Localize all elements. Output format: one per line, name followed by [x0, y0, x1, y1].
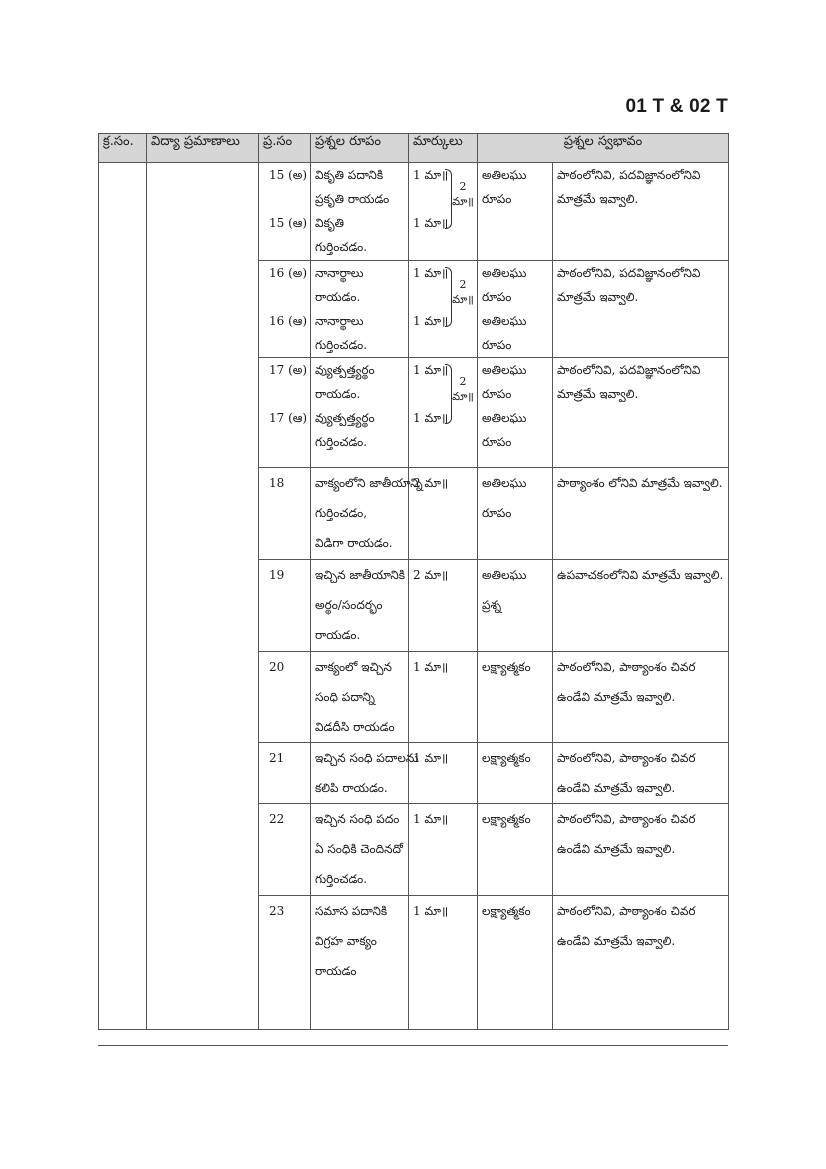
- brace-total: 2 మా॥: [452, 278, 474, 306]
- header-standards: విద్యా ప్రమాణాలు: [147, 134, 259, 163]
- blueprint-table: [98, 133, 729, 1030]
- qno-cell: 22: [259, 804, 311, 896]
- type-cell: లక్ష్యాత్మకం: [478, 804, 553, 896]
- marks-cell: 2 మా॥: [409, 560, 478, 652]
- header-sno: క్ర.సం.: [99, 134, 147, 163]
- form-cell: సమాస పదానికి విగ్రహ వాక్యం రాయడం: [311, 896, 409, 1030]
- nature-cell: పాఠంలోనివి, పాఠ్యాంశం చివర ఉండేవి మాత్రమే ఇవ్వాలి.: [553, 743, 729, 804]
- qno-cell: 20: [259, 652, 311, 743]
- brace-total: 2 మా॥: [452, 375, 474, 403]
- nature-cell: పాఠంలోనివి, పాఠ్యాంశం చివర ఉండేవి మాత్రమే ఇవ్వాలి.: [553, 652, 729, 743]
- qno-cell: 16 (అ) 16 (ఆ): [259, 261, 311, 358]
- marks-cell: 1 మా॥: [409, 896, 478, 1030]
- type-cell: అతిలఘు ప్రశ్న: [478, 560, 553, 652]
- header-row: [99, 134, 729, 163]
- brace-mark: [445, 267, 452, 327]
- type-cell: లక్ష్యాత్మకం: [478, 896, 553, 1030]
- type-cell: అతిలఘు రూపం అతిలఘు రూపం: [478, 261, 553, 358]
- marks-cell: 2 మా॥: [409, 468, 478, 560]
- nature-cell: పాఠంలోనివి, పదవిజ్ఞానంలోనివి మాత్రమే ఇవ్వాలి.: [553, 261, 729, 358]
- form-cell: వ్యుత్పత్త్యర్థం రాయడం. వ్యుత్పత్త్యర్థం గుర్తించడం.: [311, 358, 409, 468]
- marks-cell: 1 మా॥: [409, 652, 478, 743]
- footer-rule: [98, 1045, 728, 1046]
- table-row: [99, 163, 729, 261]
- qno-cell: 19: [259, 560, 311, 652]
- sno-cell: [99, 163, 147, 1030]
- form-cell: వికృతి పదానికి ప్రకృతి రాయడం వికృతి గుర్తించడం.: [311, 163, 409, 261]
- nature-cell: పాఠంలోనివి, పాఠ్యాంశం చివర ఉండేవి మాత్రమే ఇవ్వాలి.: [553, 896, 729, 1030]
- form-cell: వాక్యంలో ఇచ్చిన సంధి పదాన్ని విడదీసి రాయడం: [311, 652, 409, 743]
- nature-cell: ఉపవాచకంలోనివి మాత్రమే ఇవ్వాలి.: [553, 560, 729, 652]
- marks-cell: 1 మా॥ 1 మా॥ 2 మా॥: [409, 358, 478, 468]
- type-cell: లక్ష్యాత్మకం: [478, 743, 553, 804]
- nature-cell: పాఠంలోనివి, పాఠ్యాంశం చివర ఉండేవి మాత్రమే ఇవ్వాలి.: [553, 804, 729, 896]
- type-cell: అతిలఘు రూపం అతిలఘు రూపం: [478, 358, 553, 468]
- marks-cell: 1 మా॥: [409, 804, 478, 896]
- form-cell: ఇచ్చిన జాతీయానికి అర్థం/సందర్భం రాయడం.: [311, 560, 409, 652]
- header-qno: ప్ర.సం: [259, 134, 311, 163]
- standards-cell: [147, 163, 259, 1030]
- marks-cell: 1 మా॥ 1 మా॥ 2 మా॥: [409, 163, 478, 261]
- qno-cell: 15 (అ) 15 (ఆ): [259, 163, 311, 261]
- nature-cell: పాఠంలోనివి, పదవిజ్ఞానంలోనివి మాత్రమే ఇవ్వాలి.: [553, 163, 729, 261]
- page-code: 01 T & 02 T: [625, 96, 728, 117]
- form-cell: ఇచ్చిన సంధి పదం ఏ సంధికి చెందినదో గుర్తించడం.: [311, 804, 409, 896]
- header-nature: ప్రశ్నల స్వభావం: [478, 134, 729, 163]
- type-cell: అతిలఘు రూపం: [478, 163, 553, 261]
- header-marks: మార్కులు: [409, 134, 478, 163]
- nature-cell: పాఠ్యాంశం లోనివి మాత్రమే ఇవ్వాలి.: [553, 468, 729, 560]
- brace-mark: [445, 364, 452, 424]
- brace-mark: [445, 169, 452, 229]
- nature-cell: పాఠంలోనివి, పదవిజ్ఞానంలోనివి మాత్రమే ఇవ్వాలి.: [553, 358, 729, 468]
- qno-cell: 18: [259, 468, 311, 560]
- qno-cell: 23: [259, 896, 311, 1030]
- type-cell: అతిలఘు రూపం: [478, 468, 553, 560]
- form-cell: వాక్యంలోని జాతీయాన్ని గుర్తించడం, విడిగా రాయడం.: [311, 468, 409, 560]
- form-cell: నానార్థాలు రాయడం. నానార్థాలు గుర్తించడం.: [311, 261, 409, 358]
- qno-cell: 21: [259, 743, 311, 804]
- type-cell: లక్ష్యాత్మకం: [478, 652, 553, 743]
- form-cell: ఇచ్చిన సంధి పదాలను కలిపి రాయడం.: [311, 743, 409, 804]
- qno-cell: 17 (అ) 17 (ఆ): [259, 358, 311, 468]
- marks-cell: 1 మా॥: [409, 743, 478, 804]
- brace-total: 2 మా॥: [452, 180, 474, 208]
- marks-cell: 1 మా॥ 1 మా॥ 2 మా॥: [409, 261, 478, 358]
- header-qform: ప్రశ్నల రూపం: [311, 134, 409, 163]
